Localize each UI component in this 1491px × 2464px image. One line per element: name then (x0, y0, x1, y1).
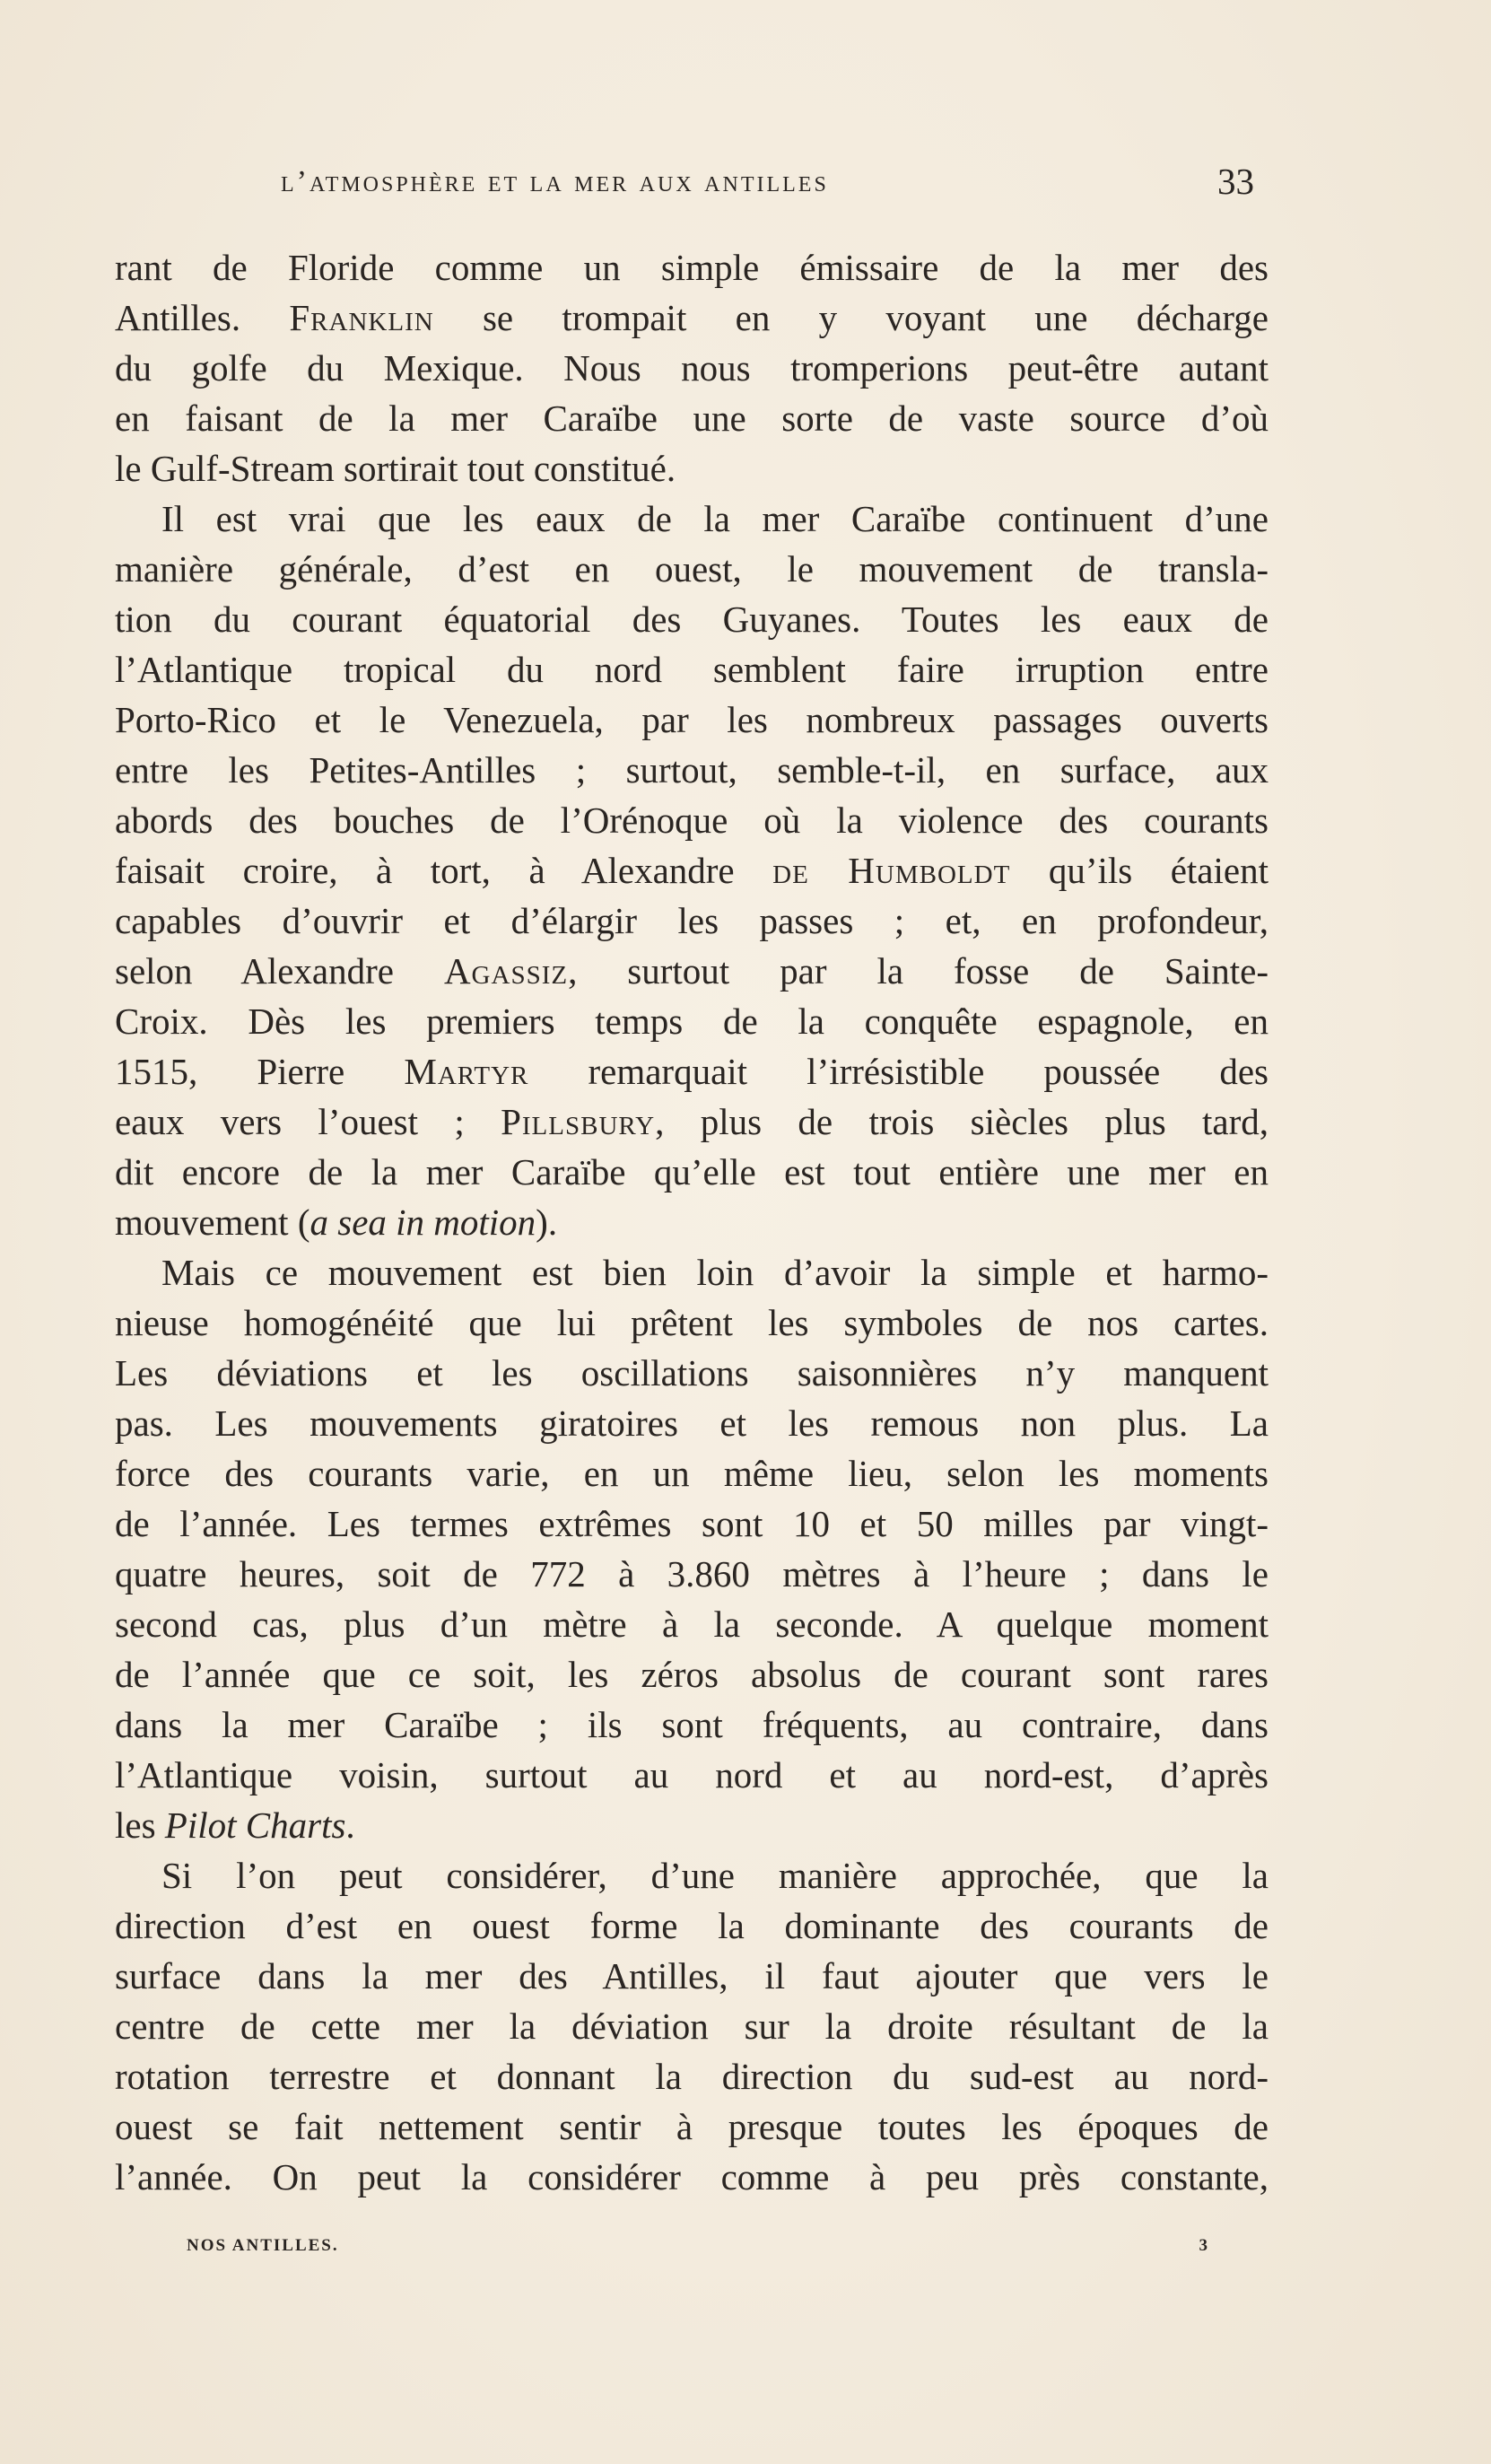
text-line: capables d’ouvrir et d’élargir les passes ; et, en profondeur, (115, 900, 1269, 941)
text-line: second cas, plus d’un mètre à la seconde. A quelque moment (115, 1603, 1269, 1645)
paragraph (115, 1247, 1269, 1850)
text-line: Les déviations et les oscillations saisonnières n’y manquent (115, 1352, 1269, 1394)
text-line: Antilles. Franklin se trompait en y voyant une décharge (115, 297, 1269, 338)
italic-phrase: a sea in motion (310, 1201, 536, 1243)
text-line: manière générale, d’est en ouest, le mouvement de transla- (115, 548, 1269, 590)
text-line: rotation terrestre et donnant la direction du sud-est au nord- (115, 2056, 1269, 2097)
paragraph (115, 242, 1269, 494)
text-line: de l’année que ce soit, les zéros absolus de courant sont rares (115, 1654, 1269, 1695)
text-line: le Gulf-Stream sortirait tout constitué. (115, 448, 676, 489)
author-name: Agassiz (443, 950, 569, 992)
signature-mark: NOS ANTILLES. (187, 2236, 339, 2255)
text-line: dit encore de la mer Caraïbe qu’elle est tout entière une mer en (115, 1151, 1269, 1193)
text-line: entre les Petites-Antilles ; surtout, semble-t-il, en surface, aux (115, 749, 1269, 791)
author-name: Pillsbury (501, 1101, 656, 1142)
author-name: Franklin (289, 297, 434, 338)
text-line: Mais ce mouvement est bien loin d’avoir la simple et harmo- (161, 1252, 1269, 1293)
text-line: l’année. On peut la considérer comme à peu près constante, (115, 2156, 1269, 2198)
text-line: direction d’est en ouest forme la dominante des courants de (115, 1905, 1269, 1946)
text-line: Il est vrai que les eaux de la mer Caraïbe continuent d’une (161, 498, 1269, 539)
text-line: centre de cette mer la déviation sur la droite résultant de la (115, 2005, 1269, 2047)
text-line: eaux vers l’ouest ; Pillsbury, plus de trois siècles plus tard, (115, 1101, 1269, 1142)
text-line: Porto-Rico et le Venezuela, par les nombreux passages ouverts (115, 699, 1269, 740)
text-line: dans la mer Caraïbe ; ils sont fréquents, au contraire, dans (115, 1704, 1269, 1745)
text-line: 1515, Pierre Martyr remarquait l’irrésistible poussée des (115, 1051, 1269, 1092)
text-line: mouvement (a sea in motion). (115, 1201, 558, 1243)
author-name: Martyr (404, 1051, 529, 1092)
text-line: de l’année. Les termes extrêmes sont 10 et 50 milles par vingt- (115, 1503, 1269, 1544)
paragraph (115, 494, 1269, 1247)
text-line: pas. Les mouvements giratoires et les remous non plus. La (115, 1402, 1269, 1444)
paragraph (115, 1850, 1269, 2202)
author-name: de Humboldt (772, 850, 1011, 891)
signature-number: 3 (1199, 2236, 1209, 2255)
running-head (115, 160, 1254, 214)
italic-phrase: Pilot Charts (164, 1804, 346, 1846)
text-line: Croix. Dès les premiers temps de la conquête espagnole, en (115, 1000, 1269, 1042)
text-line: l’Atlantique tropical du nord semblent faire irruption entre (115, 649, 1269, 690)
text-line: Si l’on peut considérer, d’une manière approchée, que la (161, 1855, 1269, 1896)
text-line: en faisant de la mer Caraïbe une sorte de vaste source d’où (115, 398, 1269, 439)
text-line: force des courants varie, en un même lieu, selon les moments (115, 1453, 1269, 1494)
text-line: l’Atlantique voisin, surtout au nord et au nord-est, d’après (115, 1754, 1269, 1796)
running-title: l’atmosphère et la mer aux antilles (281, 165, 829, 198)
signature-line (187, 2236, 1209, 2263)
text-line: ouest se fait nettement sentir à presque toutes les époques de (115, 2106, 1269, 2147)
text-line: quatre heures, soit de 772 à 3.860 mètres à l’heure ; dans le (115, 1553, 1269, 1595)
text-line: abords des bouches de l’Orénoque où la violence des courants (115, 799, 1269, 841)
page-number: 33 (1217, 161, 1254, 202)
body-text (115, 242, 1269, 2202)
text-line: du golfe du Mexique. Nous nous tromperions peut-être autant (115, 347, 1269, 389)
text-line: faisait croire, à tort, à Alexandre de Humboldt qu’ils étaient (115, 850, 1269, 891)
text-line: les Pilot Charts. (115, 1804, 355, 1846)
text-line: nieuse homogénéité que lui prêtent les symboles de nos cartes. (115, 1302, 1269, 1343)
text-line: selon Alexandre Agassiz, surtout par la fosse de Sainte- (115, 950, 1269, 992)
text-line: rant de Floride comme un simple émissaire de la mer des (115, 247, 1269, 288)
text-line: surface dans la mer des Antilles, il faut ajouter que vers le (115, 1955, 1269, 1997)
text-line: tion du courant équatorial des Guyanes. Toutes les eaux de (115, 599, 1269, 640)
